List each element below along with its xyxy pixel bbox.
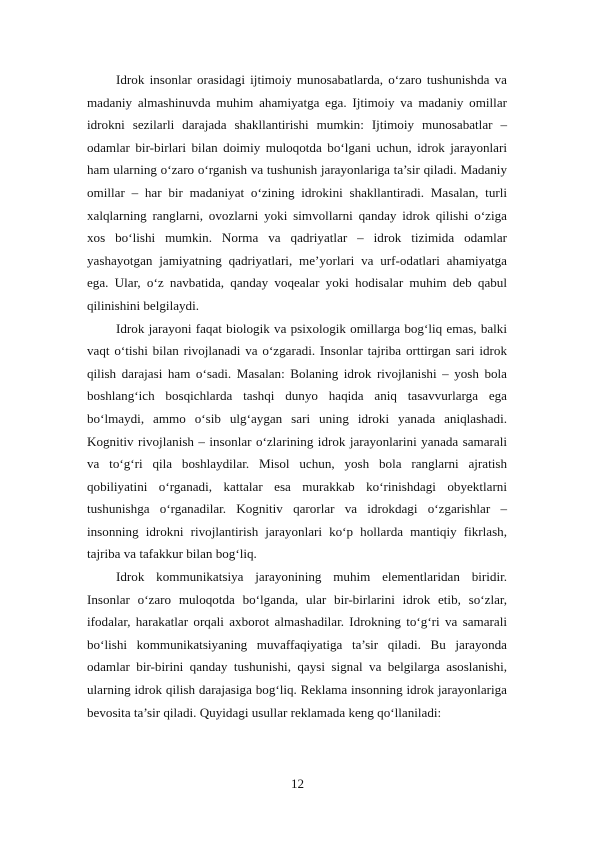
paragraph-perception-development: Idrok jarayoni faqat biologik va psixologik omillarga bog‘liq emas, balki vaqt o‘tishi bilan rivojlanadi va o‘zgaradi. Insonlar tajriba orttirgan sari idrok qilish darajasi ham o‘sadi. Masalan: Bolaning idrok rivojlanishi – yosh bola boshlang‘ich bosqichlarda tashqi dunyo haqida aniq tasavvurlarga ega bo‘lmaydi, ammo o‘sib ulg‘aygan sari uning idroki yanada aniqlashadi. Kognitiv rivojlanish – insonlar o‘zlarining idrok jarayonlarini yanada samarali va to‘g‘ri qila boshlaydilar. Misol uchun, yosh bola ranglarni ajratish qobiliyatini o‘rganadi, kattalar esa murakkab ko‘rinishdagi obyektlarni tushunishga o‘rganadilar. Kognitiv qarorlar va idrokdagi o‘zgarishlar – insonning idrokni rivojlantirish jarayonlari ko‘p hollarda mantiqiy fikrlash, tajriba va tafakkur bilan bog‘liq.: [87, 320, 507, 562]
paragraph-perception-social: Idrok insonlar orasidagi ijtimoiy munosabatlarda, o‘zaro tushunishda va madaniy almashinuvda muhim ahamiyatga ega. Ijtimoiy va madaniy omillar idrokni sezilarli darajada shakllantirishi mumkin: Ijtimoiy munosabatlar – odamlar bir-birlari bilan doimiy muloqotda bo‘lgani uchun, idrok jarayonlari ham ularning o‘zaro o‘rganish va tushunish jarayonlariga ta’sir qiladi. Madaniy omillar – har bir madaniyat o‘zining idrokini shakllantiradi. Masalan, turli xalqlarning ranglarni, ovozlarni yoki simvollarni qanday idrok qilishi o‘ziga xos bo‘lishi mumkin. Norma va qadriyatlar – idrok tizimida odamlar yashayotgan jamiyatning qadriyatlari, me’yorlari va urf-odatlari ahamiyatga ega. Ular, o‘z navbatida, qanday voqealar yoki hodisalar muhim deb qabul qilinishini belgilaydi.: [87, 72, 507, 313]
body-text: [87, 69, 507, 724]
paragraph-perception-communication: Idrok kommunikatsiya jarayonining muhim elementlaridan biridir. Insonlar o‘zaro muloqotda bo‘lganda, ular bir-birlarini idrok etib, so‘zlar, ifodalar, harakatlar orqali axborot almashadilar. Idrokning to‘g‘ri va samarali bo‘lishi kommunikatsiyaning muvaffaqiyatiga ta’sir qiladi. Bu jarayonda odamlar bir-birini qanday tushunishi, qaysi signal va belgilarga asoslanishi, ularning idrok qilish darajasiga bog‘liq. Reklama insonning idrok jarayonlariga bevosita ta’sir qiladi. Quyidagi usullar reklamada keng qo‘llaniladi:: [87, 569, 507, 720]
page-number: 12: [290, 776, 305, 791]
